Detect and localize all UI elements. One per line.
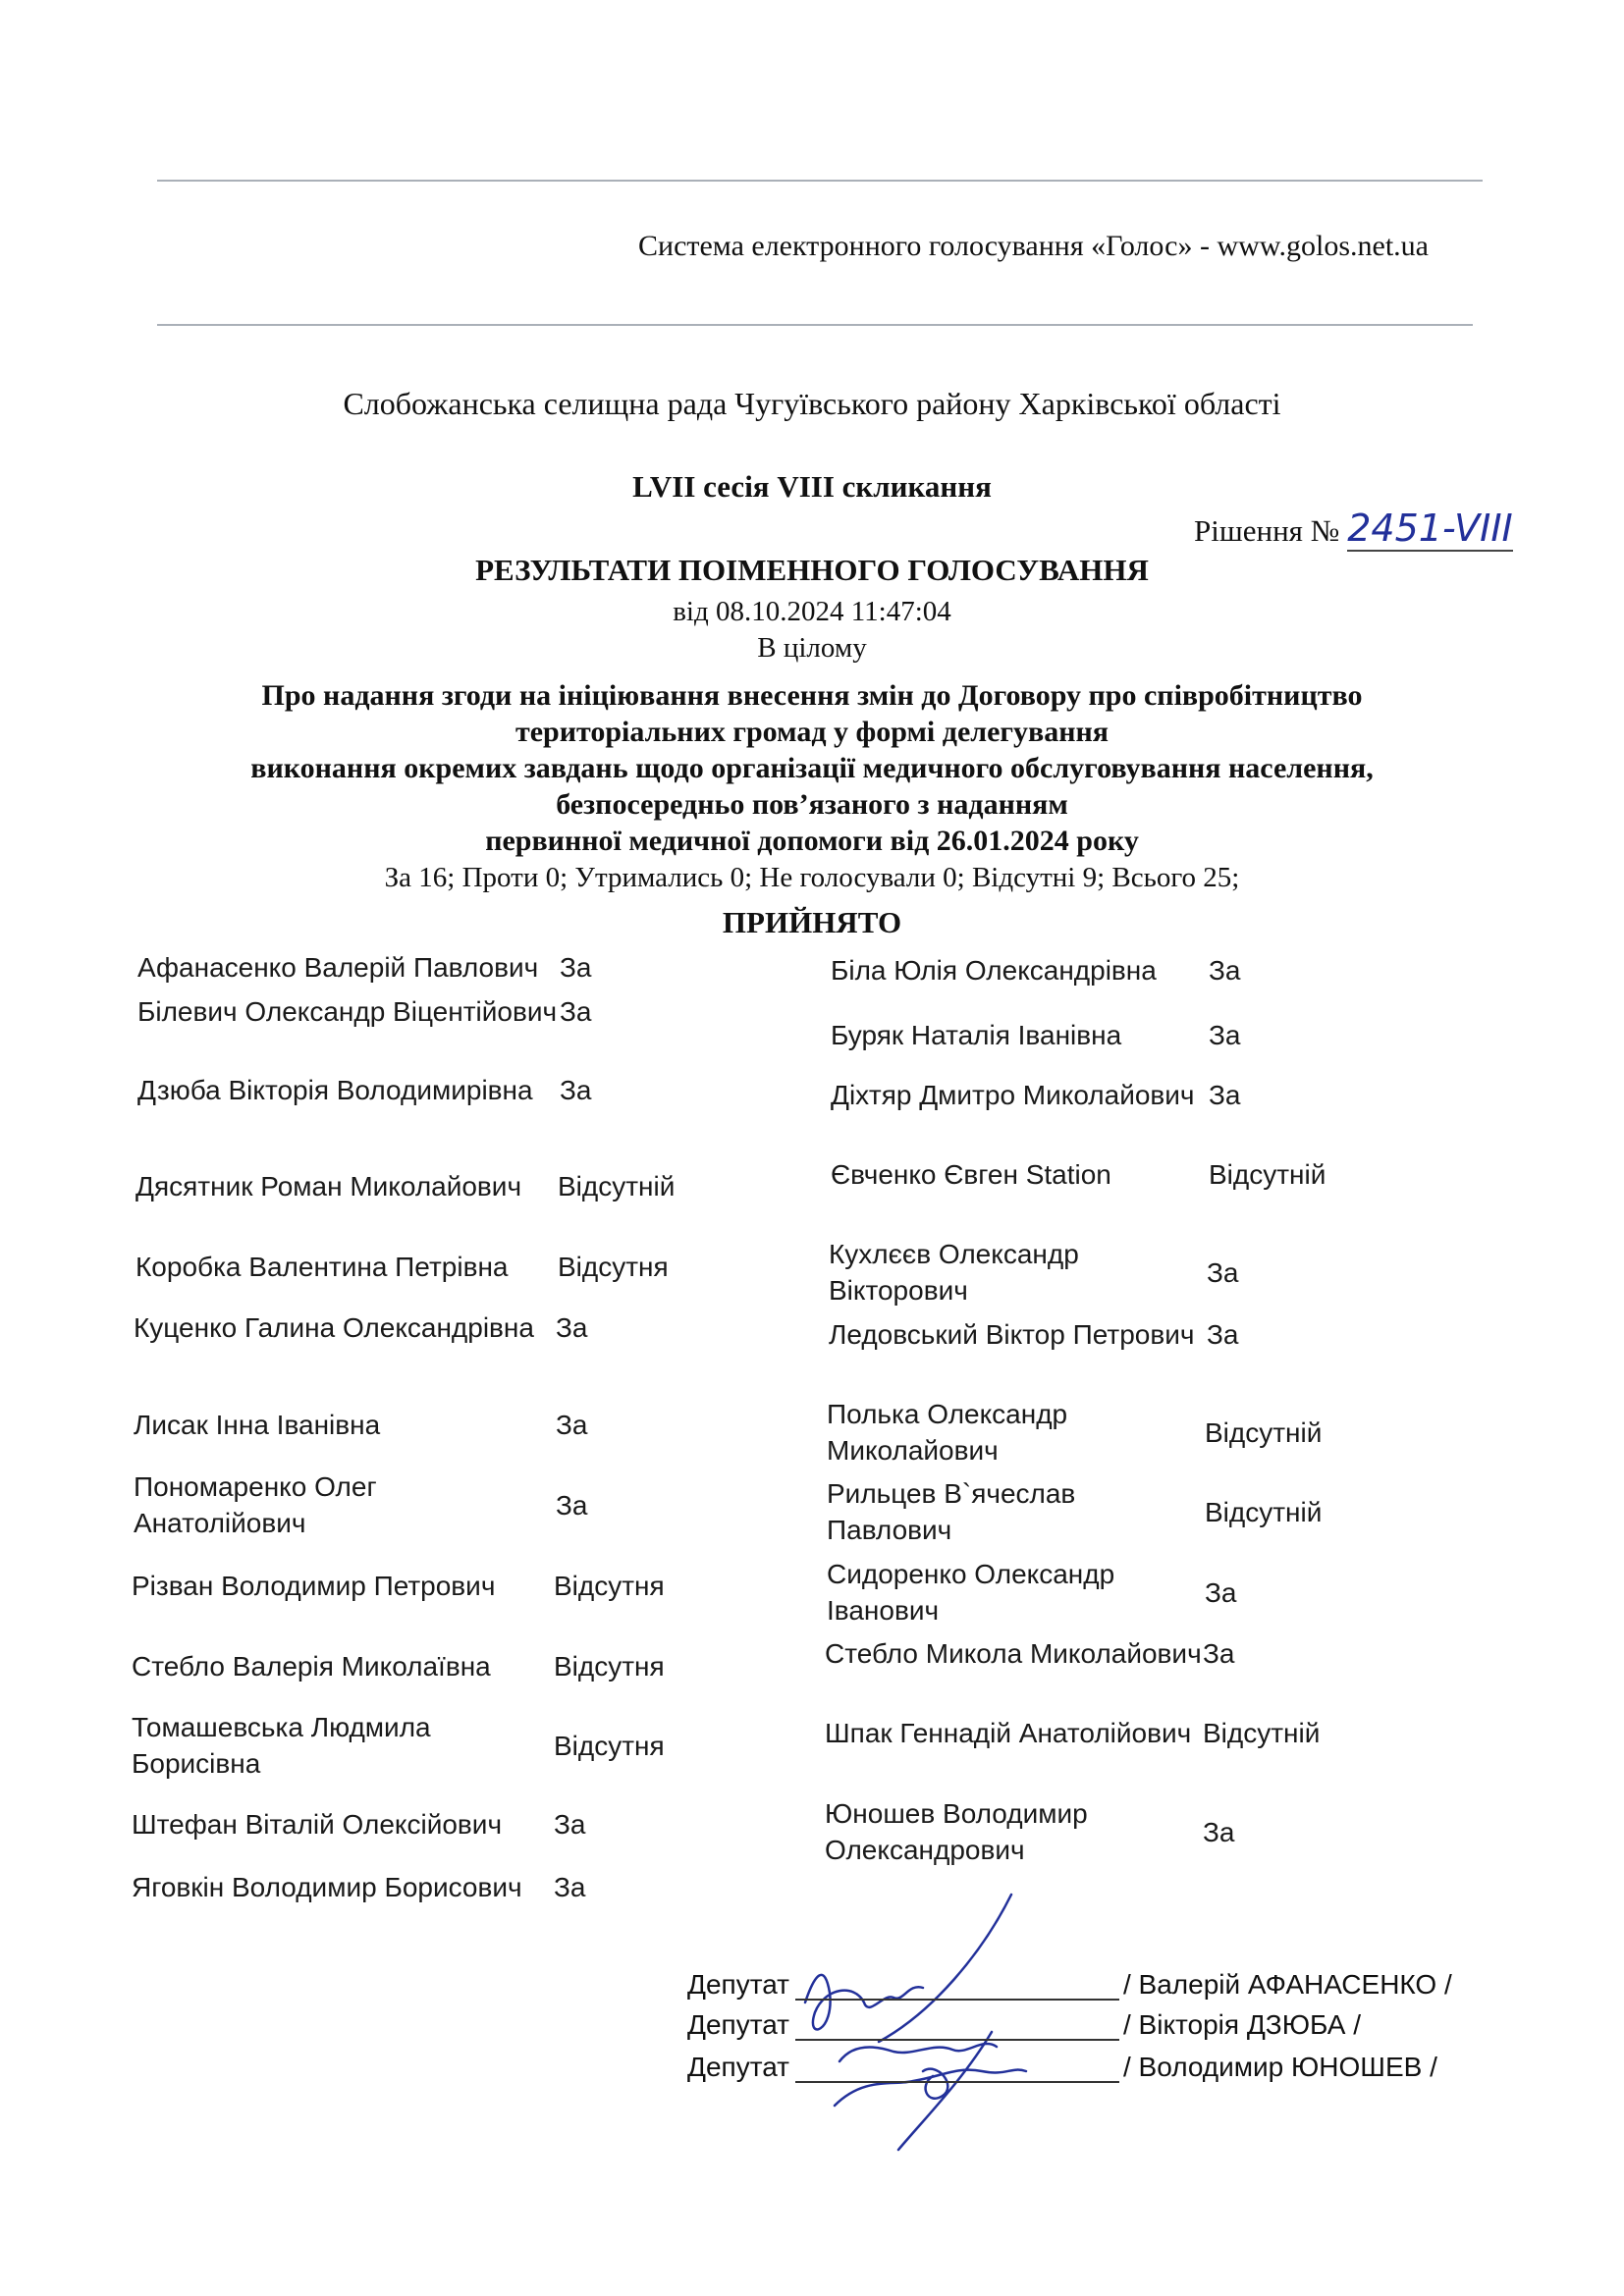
- deputy-vote: За: [560, 996, 592, 1027]
- deputy-vote: За: [1209, 955, 1241, 986]
- deputy-name: Стебло Микола Миколайович: [825, 1638, 1202, 1669]
- vote-row: [134, 1309, 587, 1346]
- vote-date: від 08.10.2024 11:47:04: [673, 596, 951, 627]
- subject-line: первинної медичної допомоги від 26.01.2024 року: [485, 825, 1139, 857]
- deputy-vote: За: [1207, 1319, 1239, 1350]
- vote-row: [825, 1635, 1234, 1672]
- subject-line: Про надання згоди на ініціювання внесення змін до Договору про співробітництво: [261, 679, 1363, 712]
- deputy-vote: Відсутній: [558, 1171, 676, 1201]
- vote-row: [827, 1396, 1322, 1468]
- deputy-vote: За: [1209, 1020, 1241, 1050]
- deputy-vote: Відсутній: [1205, 1496, 1323, 1527]
- deputy-vote: За: [554, 1872, 586, 1902]
- header-rule-top: [157, 180, 1483, 182]
- deputy-name: Буряк Наталія Іванівна: [831, 1020, 1122, 1050]
- vote-row: [829, 1316, 1238, 1353]
- system-header: Система електронного голосування «Голос» - www.golos.net.ua: [638, 230, 1429, 262]
- signature-stroke: [898, 2032, 992, 2150]
- deputy-vote: Відсутня: [558, 1252, 669, 1282]
- signature-blank: [795, 2009, 1119, 2041]
- deputy-vote: Відсутній: [1209, 1159, 1326, 1190]
- deputy-name: Кухлєєв Олександр Вікторович: [829, 1239, 1079, 1306]
- deputy-name: Полька Олександр Миколайович: [827, 1399, 1068, 1466]
- deputy-name: Яговкін Володимир Борисович: [132, 1872, 522, 1902]
- subject-line: виконання окремих завдань щодо організації медичного обслуговування населення,: [250, 752, 1374, 784]
- session-title: LVII сесія VIII скликання: [632, 469, 992, 504]
- deputy-name: Євченко Євген Station: [831, 1159, 1111, 1190]
- council-name: Слобожанська селищна рада Чугуївського району Харківської області: [343, 386, 1281, 421]
- vote-row: [137, 1072, 591, 1108]
- deputy-vote: Відсутня: [554, 1571, 665, 1601]
- deputy-vote: За: [556, 1410, 588, 1440]
- deputy-name: Дзюба Вікторія Володимирівна: [137, 1075, 533, 1105]
- deputy-name: Рильцев В`ячеслав Павлович: [827, 1478, 1076, 1545]
- deputy-name: Ледовський Віктор Петрович: [829, 1319, 1195, 1350]
- deputy-name: Білевич Олександр Віцентійович: [137, 996, 558, 1027]
- deputy-vote: За: [560, 952, 592, 983]
- deputy-name: Біла Юлія Олександрівна: [831, 955, 1157, 986]
- vote-row: [137, 993, 591, 1030]
- deputy-name: Лисак Інна Іванівна: [134, 1410, 381, 1440]
- signature-blank: [795, 1969, 1119, 2001]
- decision-number: [1194, 507, 1513, 552]
- deputy-name: Томашевська Людмила Борисівна: [132, 1712, 431, 1779]
- decision-label: Рішення №: [1194, 513, 1340, 548]
- signer-role: Депутат: [687, 2009, 789, 2040]
- deputy-vote: Відсутня: [554, 1730, 665, 1761]
- deputy-name: Шпак Геннадій Анатолійович: [825, 1718, 1192, 1748]
- vote-row: [137, 949, 591, 986]
- deputy-vote: За: [1203, 1638, 1235, 1669]
- header-rule-bottom: [157, 324, 1473, 326]
- vote-row: [132, 1568, 665, 1604]
- vote-row: [831, 1156, 1326, 1193]
- vote-row: [132, 1709, 665, 1782]
- vote-row: [135, 1168, 675, 1204]
- deputy-name: Сидоренко Олександр Іванович: [827, 1559, 1115, 1626]
- deputy-vote: За: [556, 1312, 588, 1343]
- signer-role: Депутат: [687, 1969, 789, 2000]
- vote-row: [831, 1077, 1240, 1113]
- deputy-name: Дясятник Роман Миколайович: [135, 1171, 522, 1201]
- vote-row: [831, 952, 1240, 988]
- vote-row: [825, 1795, 1234, 1868]
- deputy-name: Діхтяр Дмитро Миколайович: [831, 1080, 1195, 1110]
- deputy-vote: Відсутня: [554, 1651, 665, 1682]
- deputy-name: Штефан Віталій Олексійович: [132, 1809, 503, 1840]
- deputy-vote: За: [1207, 1256, 1239, 1288]
- vote-mode: В цілому: [757, 632, 867, 664]
- decision-handwritten-number: 2451-VIII: [1347, 507, 1513, 550]
- deputy-vote: За: [1205, 1576, 1237, 1608]
- vote-row: [829, 1236, 1238, 1308]
- vote-row: [134, 1468, 587, 1541]
- vote-row: [134, 1407, 587, 1443]
- deputy-vote: За: [560, 1075, 592, 1105]
- vote-row: [132, 1806, 585, 1842]
- vote-row: [135, 1249, 669, 1285]
- vote-row: [132, 1648, 665, 1684]
- deputy-vote: За: [1203, 1816, 1235, 1847]
- deputy-name: Пономаренко Олег Анатолійович: [134, 1471, 377, 1538]
- deputy-name: Різван Володимир Петрович: [132, 1571, 496, 1601]
- signer-name: / Валерій АФАНАСЕНКО /: [1123, 1969, 1452, 2000]
- subject-line: територіальних громад у формі делегування: [514, 716, 1110, 748]
- deputy-vote: За: [1209, 1080, 1241, 1110]
- deputy-vote: За: [554, 1809, 586, 1840]
- vote-row: [825, 1715, 1320, 1751]
- deputy-name: Куценко Галина Олександрівна: [134, 1312, 534, 1343]
- vote-row: [827, 1475, 1322, 1548]
- signer-name: / Вікторія ДЗЮБА /: [1123, 2009, 1361, 2040]
- subject-line: безпосередньо пов’язаного з наданням: [556, 788, 1068, 821]
- vote-row: [831, 1017, 1240, 1053]
- results-title: РЕЗУЛЬТАТИ ПОІМЕННОГО ГОЛОСУВАННЯ: [475, 553, 1149, 587]
- deputy-vote: Відсутній: [1205, 1416, 1323, 1448]
- signer-role: Депутат: [687, 2052, 789, 2082]
- vote-row: [132, 1869, 585, 1905]
- vote-outcome: ПРИЙНЯТО: [722, 905, 902, 939]
- deputy-vote: За: [556, 1489, 588, 1521]
- signer-line: [687, 1969, 1492, 2001]
- signer-line: [687, 2009, 1492, 2041]
- deputy-name: Коробка Валентина Петрівна: [135, 1252, 509, 1282]
- vote-row: [827, 1556, 1236, 1629]
- deputy-name: Стебло Валерія Миколаївна: [132, 1651, 491, 1682]
- vote-summary: За 16; Проти 0; Утримались 0; Не голосували 0; Відсутні 9; Всього 25;: [384, 862, 1240, 893]
- signer-name: / Володимир ЮНОШЕВ /: [1123, 2052, 1437, 2082]
- deputy-name: Юношев Володимир Олександрович: [825, 1798, 1088, 1865]
- signature-blank: [795, 2052, 1119, 2083]
- signer-line: [687, 2052, 1492, 2083]
- deputy-name: Афанасенко Валерій Павлович: [137, 952, 539, 983]
- deputy-vote: Відсутній: [1203, 1718, 1321, 1748]
- subject: [196, 677, 1428, 859]
